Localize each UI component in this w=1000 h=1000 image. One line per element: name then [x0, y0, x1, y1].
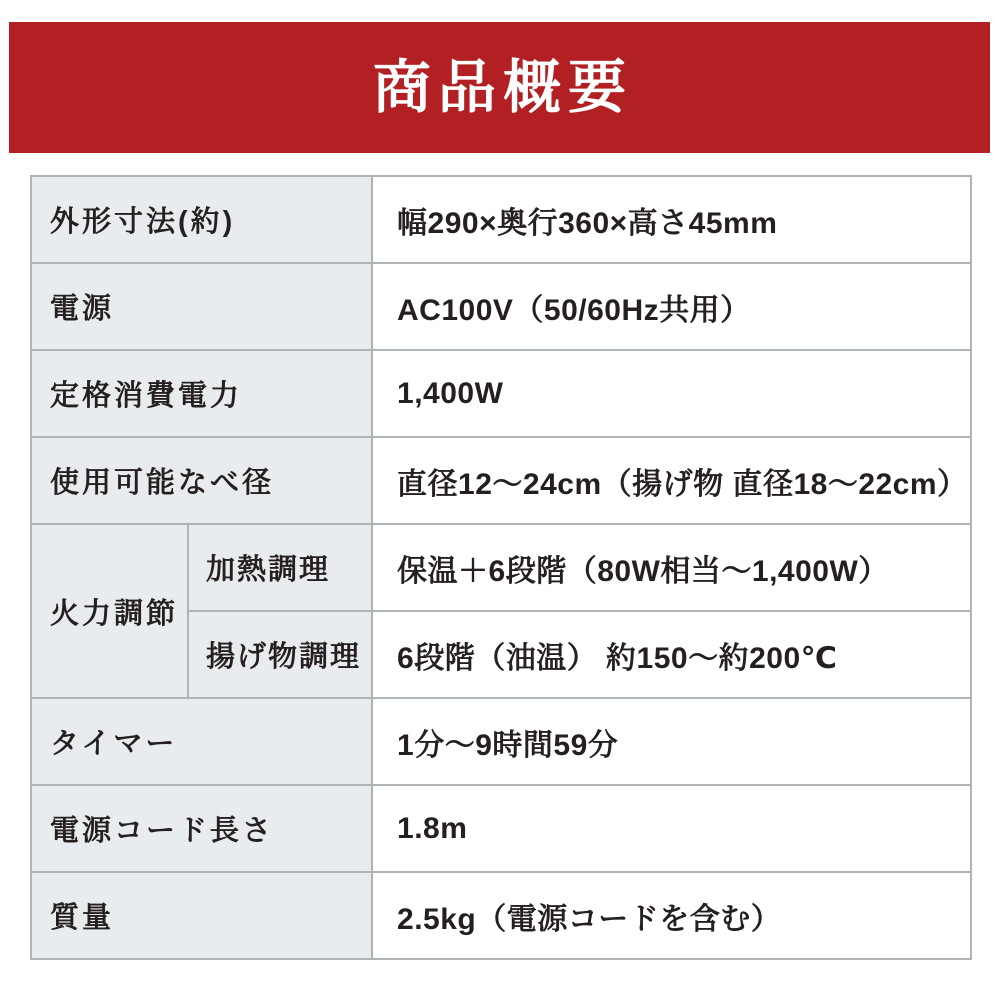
spec-value-rated-power: 1,400W	[372, 350, 971, 437]
spec-value-weight: 2.5kg（電源コードを含む）	[372, 872, 971, 959]
spec-value-heating-cook: 保温＋6段階（80W相当～1,400W）	[372, 524, 971, 611]
spec-value-power-source: AC100V（50/60Hz共用）	[372, 263, 971, 350]
spec-sublabel-deep-frying: 揚げ物調理	[188, 611, 372, 698]
spec-value-usable-pan-diameter: 直径12～24cm（揚げ物 直径18～22cm）	[372, 437, 971, 524]
spec-label-rated-power: 定格消費電力	[31, 350, 372, 437]
table-row	[31, 263, 971, 350]
spec-sublabel-heating-cook: 加熱調理	[188, 524, 372, 611]
table-row	[31, 176, 971, 263]
spec-label-power-source: 電源	[31, 263, 372, 350]
spec-value-dimensions: 幅290×奥行360×高さ45mm	[372, 176, 971, 263]
spec-value-timer: 1分～9時間59分	[372, 698, 971, 785]
spec-label-weight: 質量	[31, 872, 372, 959]
table-row	[31, 785, 971, 872]
table-row	[31, 437, 971, 524]
spec-group-label-heat-control: 火力調節	[31, 524, 188, 698]
table-row	[31, 350, 971, 437]
table-row	[31, 698, 971, 785]
spec-value-deep-frying: 6段階（油温） 約150～約200℃	[372, 611, 971, 698]
spec-table	[30, 175, 972, 960]
spec-label-timer: タイマー	[31, 698, 372, 785]
spec-value-cord-length: 1.8m	[372, 785, 971, 872]
table-row	[31, 872, 971, 959]
spec-label-dimensions: 外形寸法(約)	[31, 176, 372, 263]
header-banner	[9, 22, 990, 153]
page-title: 商品概要	[372, 54, 633, 120]
table-row	[31, 524, 971, 611]
spec-label-cord-length: 電源コード長さ	[31, 785, 372, 872]
spec-label-usable-pan-diameter: 使用可能なべ径	[31, 437, 372, 524]
